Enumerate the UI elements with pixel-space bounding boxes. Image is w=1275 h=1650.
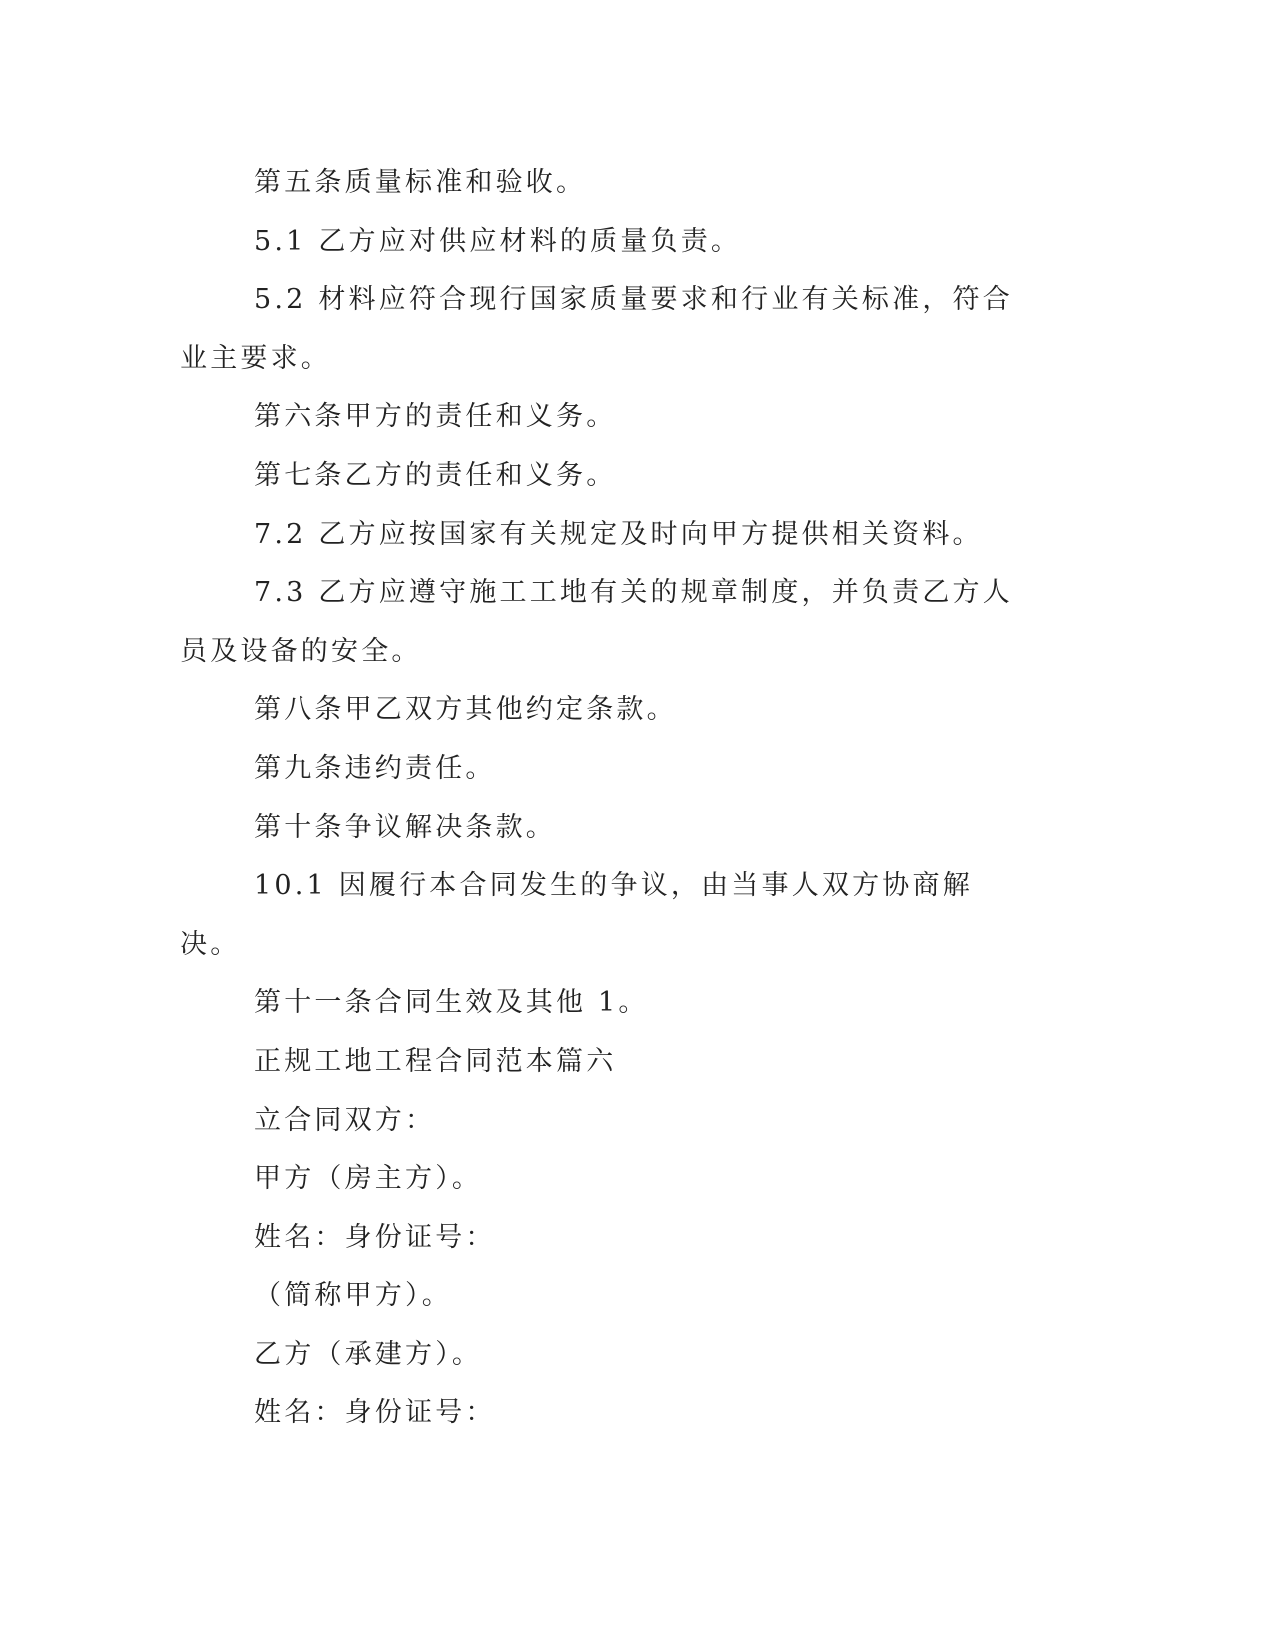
clause-5-2: 5.2 材料应符合现行国家质量要求和行业有关标准，符合业主要求。 bbox=[180, 284, 1013, 374]
document-body bbox=[180, 154, 1020, 1443]
clause-8-heading: 第八条甲乙双方其他约定条款。 bbox=[254, 694, 677, 726]
clause-7-3: 7.3 乙方应遵守施工工地有关的规章制度，并负责乙方人员及设备的安全。 bbox=[180, 577, 1013, 667]
party-a-label: 甲方（房主方）。 bbox=[254, 1163, 483, 1195]
clause-10-1: 10.1 因履行本合同发生的争议，由当事人双方协商解决。 bbox=[180, 870, 973, 960]
clause-10-heading: 第十条争议解决条款。 bbox=[254, 811, 556, 843]
party-a-short-name: （简称甲方）。 bbox=[254, 1280, 452, 1312]
clause-9-heading: 第九条违约责任。 bbox=[254, 752, 496, 784]
party-a-name-id: 姓名：身份证号： bbox=[254, 1221, 496, 1253]
section-title: 正规工地工程合同范本篇六 bbox=[254, 1045, 617, 1077]
party-b-label: 乙方（承建方）。 bbox=[254, 1338, 483, 1370]
parties-heading: 立合同双方： bbox=[254, 1104, 436, 1136]
clause-7-2: 7.2 乙方应按国家有关规定及时向甲方提供相关资料。 bbox=[254, 518, 983, 550]
clause-5-heading: 第五条质量标准和验收。 bbox=[254, 167, 587, 198]
party-b-name-id: 姓名：身份证号： bbox=[254, 1397, 496, 1429]
clause-5-1: 5.1 乙方应对供应材料的质量负责。 bbox=[254, 225, 742, 257]
clause-6-heading: 第六条甲方的责任和义务。 bbox=[254, 401, 617, 433]
clause-7-heading: 第七条乙方的责任和义务。 bbox=[254, 459, 617, 491]
clause-11-heading: 第十一条合同生效及其他 1。 bbox=[254, 987, 649, 1019]
